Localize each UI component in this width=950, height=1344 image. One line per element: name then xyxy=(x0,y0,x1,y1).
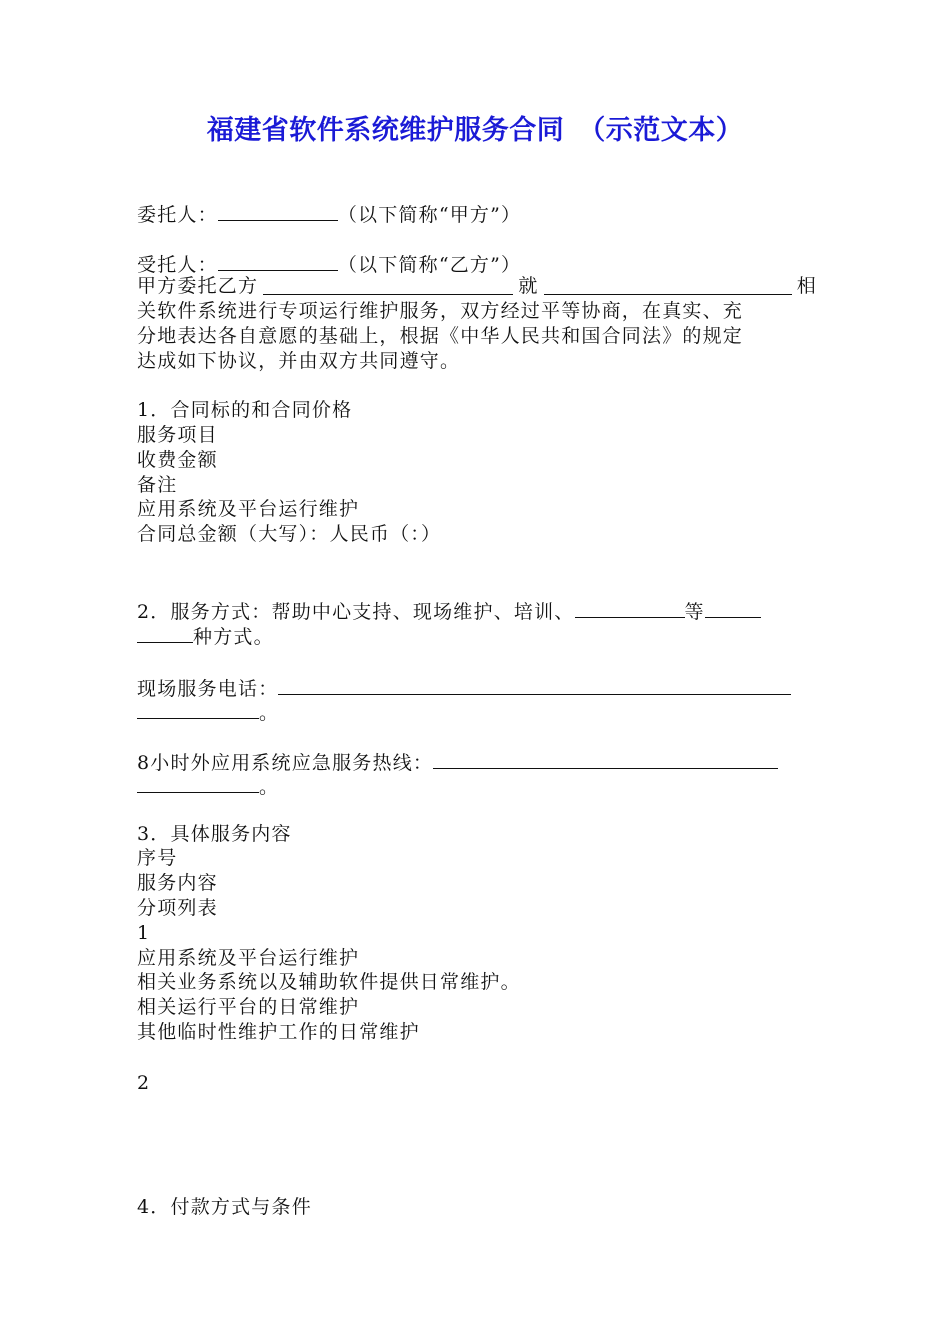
section1-item: 应用系统及平台运行维护 xyxy=(137,498,360,520)
intro-line-4: 达成如下协议，并由双方共同遵守。 xyxy=(137,350,461,372)
client-line xyxy=(137,200,817,228)
section3-item: 相关运行平台的日常维护 xyxy=(137,996,360,1018)
service-count-blank-a xyxy=(705,597,761,618)
phone-blank-b xyxy=(137,698,259,719)
intro-blank-2 xyxy=(544,274,792,295)
hotline-line-2 xyxy=(137,772,817,800)
intro-text-a: 甲方委托乙方 xyxy=(137,275,259,297)
section4-heading: 4．付款方式与条件 xyxy=(137,1196,312,1218)
intro-text-b: 就 xyxy=(518,275,539,297)
intro-blank-1 xyxy=(263,274,513,295)
section3-item: 应用系统及平台运行维护 xyxy=(137,947,360,969)
intro-text-c: 相 xyxy=(796,275,817,297)
service-mode-suffix: 种方式。 xyxy=(193,626,274,648)
service-mode-blank xyxy=(575,597,685,618)
section3-heading: 3．具体服务内容 xyxy=(137,823,292,845)
client-suffix: （以下简称“甲方”） xyxy=(337,204,522,226)
service-count-blank-b xyxy=(137,622,193,643)
service-modes-text: 2．服务方式：帮助中心支持、现场维护、培训、 xyxy=(137,601,575,623)
hotline-label: 8小时外应用系统应急服务热线： xyxy=(137,752,434,774)
document-title: 福建省软件系统维护服务合同 （示范文本） xyxy=(206,115,744,146)
section2-line-2 xyxy=(137,622,817,650)
section1-heading: 1．合同标的和合同价格 xyxy=(137,399,353,421)
hotline-blank-b xyxy=(137,772,259,793)
contractor-blank xyxy=(218,250,338,271)
section1-item: 收费金额 xyxy=(137,449,218,471)
contractor-label: 受托人： xyxy=(137,254,218,276)
section3-item: 序号 xyxy=(137,847,178,869)
section3-item: 1 xyxy=(137,922,151,944)
phone-label: 现场服务电话： xyxy=(137,678,279,700)
contractor-suffix: （以下简称“乙方”） xyxy=(337,254,522,276)
client-blank xyxy=(218,200,338,221)
phone-line-2 xyxy=(137,698,817,726)
phone-blank-a xyxy=(278,674,791,695)
phone-period: 。 xyxy=(259,702,280,724)
hotline-blank-a xyxy=(433,748,778,769)
section1-item: 备注 xyxy=(137,474,178,496)
service-mode-etc: 等 xyxy=(684,601,705,623)
section1-total: 合同总金额（大写）：人民币（：） xyxy=(137,523,442,545)
section3-item: 相关业务系统以及辅助软件提供日常维护。 xyxy=(137,971,521,993)
hotline-period: 。 xyxy=(259,776,280,798)
section1-item: 服务项目 xyxy=(137,424,218,446)
client-label: 委托人： xyxy=(137,204,218,226)
intro-line-3: 分地表达各自意愿的基础上，根据《中华人民共和国合同法》的规定 xyxy=(137,325,744,347)
section3-item-number: 2 xyxy=(137,1072,151,1094)
intro-line-1 xyxy=(137,274,817,299)
intro-line-2: 关软件系统进行专项运行维护服务，双方经过平等协商，在真实、充 xyxy=(137,300,744,322)
section3-item: 服务内容 xyxy=(137,872,218,894)
section3-item: 其他临时性维护工作的日常维护 xyxy=(137,1021,420,1043)
section3-item: 分项列表 xyxy=(137,897,218,919)
section2-line-1 xyxy=(137,597,817,625)
